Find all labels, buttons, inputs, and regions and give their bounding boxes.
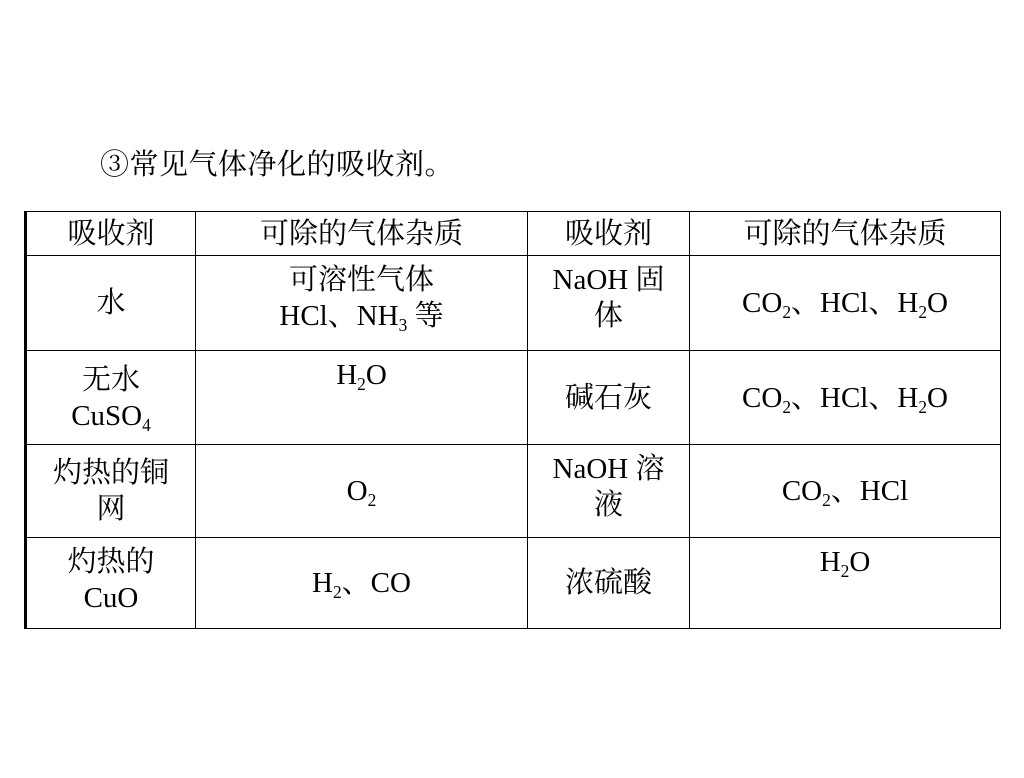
table-row <box>26 351 1001 445</box>
impurity-cell: 可溶性气体 HCl、$NH_3$ 等 <box>196 256 528 351</box>
table-row <box>26 445 1001 538</box>
absorbent-cell: 水 <box>26 256 196 351</box>
absorbent-cell: NaOH 溶 液 <box>528 445 690 538</box>
absorbent-cell: 碱石灰 <box>528 351 690 445</box>
impurity-cell: $H_2$、CO <box>196 538 528 629</box>
impurity-cell: $CO_2$、HCl、$H_2O$ <box>690 351 1001 445</box>
header-row <box>26 212 1001 256</box>
heading: ③常见气体净化的吸收剂。 <box>100 149 455 181</box>
header-absorbent-1: 吸收剂 <box>26 212 196 256</box>
absorbent-cell: 灼热的 CuO <box>26 538 196 629</box>
absorbent-cell: 无水 CuSO$_4$ <box>26 351 196 445</box>
absorbent-cell: NaOH 固 体 <box>528 256 690 351</box>
impurity-cell: $CO_2$、HCl、$H_2O$ <box>690 256 1001 351</box>
table-row <box>26 256 1001 351</box>
absorbent-table <box>24 211 1001 629</box>
header-absorbent-2: 吸收剂 <box>528 212 690 256</box>
absorbent-cell: 灼热的铜 网 <box>26 445 196 538</box>
absorbent-cell: 浓硫酸 <box>528 538 690 629</box>
header-impurities-1: 可除的气体杂质 <box>196 212 528 256</box>
impurity-cell: $H_2O$ <box>690 538 1001 629</box>
impurity-cell: $O_2$ <box>196 445 528 538</box>
impurity-cell: $H_2O$ <box>196 351 528 445</box>
table-row <box>26 538 1001 629</box>
header-impurities-2: 可除的气体杂质 <box>690 212 1001 256</box>
impurity-cell: $CO_2$、HCl <box>690 445 1001 538</box>
